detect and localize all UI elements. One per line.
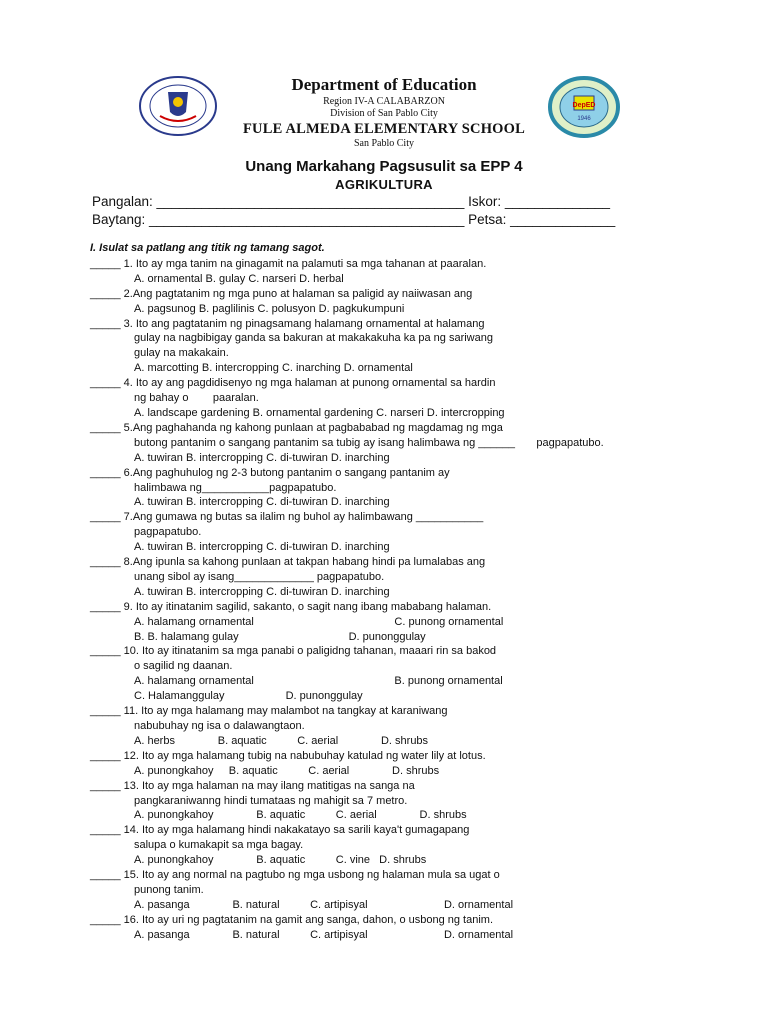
question-text: _____ 4. Ito ay ang pagdidisenyo ng mga halaman at punong ornamental sa hardin [90,377,496,390]
answer-choices: A. halamang ornamental B. punong ornamental [134,675,503,688]
answer-choices: A. punongkahoy B. aquatic C. aerial D. shrubs [134,809,467,822]
question-text: _____ 10. Ito ay itinatanim sa mga panabi o paligidng tahanan, maaari rin sa bakod [90,645,497,658]
question-text: _____ 3. Ito ang pagtatanim ng pinagsamang halamang ornamental at halamang [90,317,485,330]
question-item [90,823,710,868]
answer-choices: B. B. halamang gulay D. punonggulay [134,630,426,643]
letterhead [0,74,768,150]
school-name: FULE ALMEDA ELEMENTARY SCHOOL [242,121,526,137]
question-text-continued: pagpapatubo. [134,526,202,539]
answer-choices: C. Halamanggulay D. punonggulay [134,690,363,703]
question-text: _____ 7.Ang gumawa ng butas sa ilalim ng buhol ay halimbawang ___________ [90,511,484,524]
question-item [90,466,710,511]
question-item [90,644,710,704]
question-item [90,913,710,943]
question-item [90,287,710,317]
answer-choices: A. pagsunog B. paglilinis C. polusyon D. pagkukumpuni [134,302,405,315]
question-item [90,555,710,600]
question-text: _____ 11. Ito ay mga halamang may malambot na tangkay at karaniwang [90,705,448,718]
question-item [90,257,710,287]
name-score-line: Pangalan: _________________________________________ Iskor: ______________ [92,194,611,209]
question-text-continued: unang sibol ay isang_____________ pagpapatubo. [134,570,385,583]
question-text-continued: salupa o kumakapit sa mga bagay. [134,839,304,852]
question-text: _____ 8.Ang ipunla sa kahong punlaan at takpan habang hindi pa lumalabas ang [90,556,486,569]
question-text: _____ 9. Ito ay itinatanim sagilid, sakanto, o sagit nang ibang mababang halaman. [90,600,492,613]
answer-choices: A. punongkahoy B. aquatic C. vine D. shrubs [134,854,427,867]
exam-subject: AGRIKULTURA [335,177,433,192]
answer-choices: A. tuwiran B. intercropping C. di-tuwiran D. inarching [134,585,390,598]
question-item [90,600,710,645]
question-text-continued: nabubuhay ng isa o dalawangtaon. [134,720,305,732]
department-name: Department of Education [291,75,477,94]
answer-choices: A. pasanga B. natural C. artipisyal D. ornamental [134,928,514,941]
question-text: _____ 12. Ito ay mga halamang tubig na nabubuhay katulad ng water lily at lotus. [90,749,486,762]
question-text-continued: gulay na nagbibigay ganda sa bakuran at makakakuha ka pa ng sariwang [134,332,493,345]
question-item [90,317,710,377]
answer-choices: A. herbs B. aquatic C. aerial D. shrubs [134,734,429,747]
answer-choices: A. halamang ornamental C. punong ornamental [134,615,504,628]
svg-text:1946: 1946 [577,116,591,122]
question-text: _____ 16. Ito ay uri ng pagtatanim na gamit ang sanga, dahon, o usbong ng tanim. [90,913,494,926]
division: Division of San Pablo City [330,108,438,119]
answer-choices: A. ornamental B. gulay C. narseri D. herbal [134,272,344,285]
question-text: _____ 13. Ito ay mga halaman na may ilang matitigas na sanga na [90,779,415,792]
question-text-continued: pangkaraniwanng hindi tumataas ng mahigit sa 7 metro. [134,794,408,807]
answer-choices: A. marcotting B. intercropping C. inarching D. ornamental [134,362,413,375]
answer-choices: A. tuwiran B. intercropping C. di-tuwiran D. inarching [134,541,390,554]
question-text: _____ 14. Ito ay mga halamang hindi nakakatayo sa sarili kaya't gumagapang [90,824,470,837]
instruction: I. Isulat sa patlang ang titik ng tamang sagot. [90,242,325,254]
question-text: _____ 2.Ang pagtatanim ng mga puno at halaman sa paligid ay naiiwasan ang [90,287,473,300]
question-item [90,868,710,913]
region: Region IV-A CALABARZON [323,96,445,107]
city: San Pablo City [353,138,414,149]
answer-choices: A. tuwiran B. intercropping C. di-tuwiran D. inarching [134,496,390,509]
question-text-continued: punong tanim. [134,883,204,896]
question-list [90,241,710,943]
question-text-continued: halimbawa ng___________pagpapatubo. [134,481,337,494]
question-text: _____ 6.Ang paghuhulog ng 2-3 butong pantanim o sangang pantanim ay [90,466,450,479]
question-item [90,779,710,824]
question-text-continued: ng bahay o paaralan. [134,392,259,405]
svg-text:DepED: DepED [572,102,596,109]
answer-choices: A. landscape gardening B. ornamental gardening C. narseri D. intercropping [134,406,505,419]
answer-choices: A. punongkahoy B. aquatic C. aerial D. shrubs [134,764,440,777]
question-item [90,421,710,466]
question-item [90,704,710,749]
exam-title [0,158,768,194]
answer-choices: A. tuwiran B. intercropping C. di-tuwiran D. inarching [134,451,390,464]
question-text: _____ 5.Ang paghahanda ng kahong punlaan at pagbababad ng magdamag ng mga [90,421,503,434]
question-text-continued: butong pantanim o sangang pantanim sa tubig ay isang halimbawa ng ______ pagpapatubo. [134,436,604,449]
question-item [90,749,710,779]
question-text-continued: gulay na makakain. [134,347,229,360]
question-text: _____ 1. Ito ay mga tanim na ginagamit na palamuti sa mga tahanan at paaralan. [90,257,487,270]
exam-title-line1: Unang Markahang Pagsusulit sa EPP 4 [245,158,523,175]
question-item [90,376,710,421]
answer-choices: A. pasanga B. natural C. artipisyal D. ornamental [134,898,514,911]
question-text: _____ 15. Ito ay ang normal na pagtubo ng mga usbong ng halaman mula sa ugat o [90,869,500,882]
question-text-continued: o sagilid ng daanan. [134,660,233,673]
question-item [90,510,710,555]
grade-date-line: Baytang: __________________________________________ Petsa: ______________ [92,212,616,227]
